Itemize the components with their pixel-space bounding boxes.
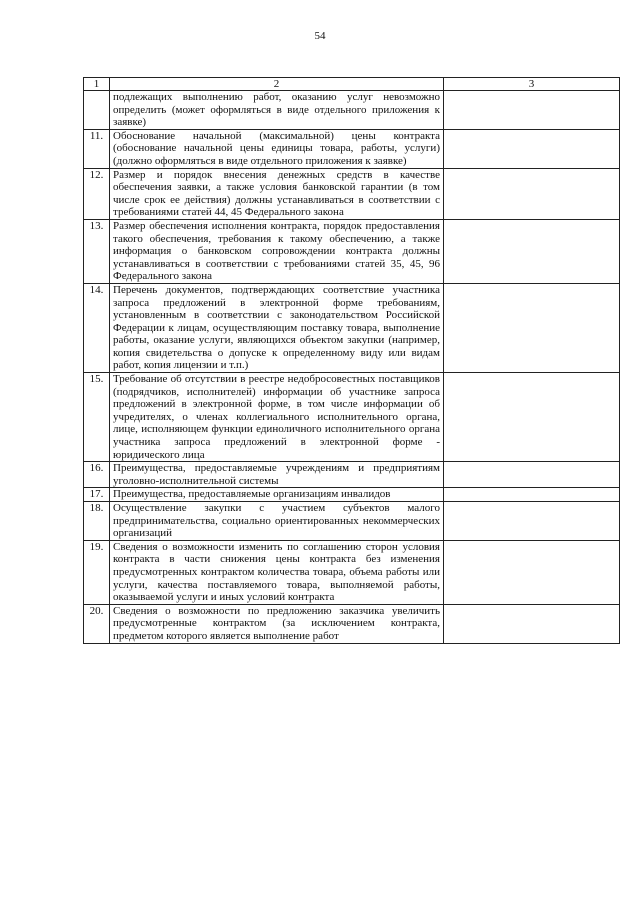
document-table <box>83 77 620 644</box>
row-value-cell <box>444 168 620 219</box>
row-value-cell <box>444 91 620 130</box>
row-description: Преимущества, предоставляемые организациям инвалидов <box>110 488 444 502</box>
row-description: Сведения о возможности изменить по соглашению сторон условия контракта в части снижения цены контракта без изменения предусмотренных контрактом количества товара, объема работы или услуги, качества поставляемого товара, выполняемой работы, оказываемой услуги и иных условий контракта <box>110 540 444 604</box>
row-number: 12. <box>84 168 110 219</box>
table-row <box>84 219 620 283</box>
row-description: Размер и порядок внесения денежных средств в качестве обеспечения заявки, а также условия банковской гарантии (в том числе срок ее действия) должны устанавливаться в соответствии с требованиями статей 44, 45 Федерального закона <box>110 168 444 219</box>
row-value-cell <box>444 488 620 502</box>
row-description: Сведения о возможности по предложению заказчика увеличить предусмотренные контрактом (за исключением контракта, предметом которого является выполнение работ <box>110 604 444 643</box>
table-row <box>84 604 620 643</box>
header-col-3: 3 <box>444 78 620 91</box>
row-number: 20. <box>84 604 110 643</box>
table-row <box>84 502 620 541</box>
row-description: подлежащих выполнению работ, оказанию услуг невозможно определить (может оформляться в виде отдельного приложения к заявке) <box>110 91 444 130</box>
row-description: Перечень документов, подтверждающих соответствие участника запроса предложений в электронной форме требованиям, установленным в соответствии с законодательством Российской Федерации к лицам, осуществляющим поставку товара, выполнение работы, оказание услуги, являющихся объектом закупки (например, копия свидетельства о допуске к определенному виду или видам работ, копия лицензии и т.п.) <box>110 283 444 372</box>
row-description: Преимущества, предоставляемые учреждениям и предприятиям уголовно-исполнительной системы <box>110 462 444 488</box>
row-number: 18. <box>84 502 110 541</box>
row-number: 16. <box>84 462 110 488</box>
row-value-cell <box>444 462 620 488</box>
table-header-row <box>84 78 620 91</box>
row-value-cell <box>444 219 620 283</box>
row-number <box>84 91 110 130</box>
page-number: 54 <box>314 30 326 42</box>
row-description: Требование об отсутствии в реестре недобросовестных поставщиков (подрядчиков, исполнителей) информации об участнике запроса предложений в электронной форме, в том числе информации об учредителях, о членах коллегиального исполнительного органа, лице, исполняющем функции единоличного исполнительного органа участника запроса предложений в электронной форме - юридического лица <box>110 373 444 462</box>
row-description: Осуществление закупки с участием субъектов малого предпринимательства, социально ориентированных некоммерческих организаций <box>110 502 444 541</box>
row-number: 15. <box>84 373 110 462</box>
row-value-cell <box>444 540 620 604</box>
row-number: 11. <box>84 129 110 168</box>
row-description: Обоснование начальной (максимальной) цены контракта (обоснование начальной цены единицы товара, работы, услуги) (должно оформляться в виде отдельного приложения к заявке) <box>110 129 444 168</box>
table-row <box>84 373 620 462</box>
table-row <box>84 91 620 130</box>
table-row <box>84 129 620 168</box>
row-number: 17. <box>84 488 110 502</box>
row-value-cell <box>444 129 620 168</box>
row-number: 19. <box>84 540 110 604</box>
header-col-1: 1 <box>84 78 110 91</box>
row-value-cell <box>444 283 620 372</box>
row-description: Размер обеспечения исполнения контракта, порядок предоставления такого обеспечения, требования к такому обеспечению, а также информация о банковском сопровождении контракта должны устанавливаться в соответствии с требованиями статей 35, 45, 96 Федерального закона <box>110 219 444 283</box>
table-row <box>84 488 620 502</box>
row-number: 14. <box>84 283 110 372</box>
table-row <box>84 462 620 488</box>
row-number: 13. <box>84 219 110 283</box>
row-value-cell <box>444 604 620 643</box>
table-row <box>84 168 620 219</box>
table-row <box>84 283 620 372</box>
row-value-cell <box>444 373 620 462</box>
header-col-2: 2 <box>110 78 444 91</box>
table-row <box>84 540 620 604</box>
row-value-cell <box>444 502 620 541</box>
